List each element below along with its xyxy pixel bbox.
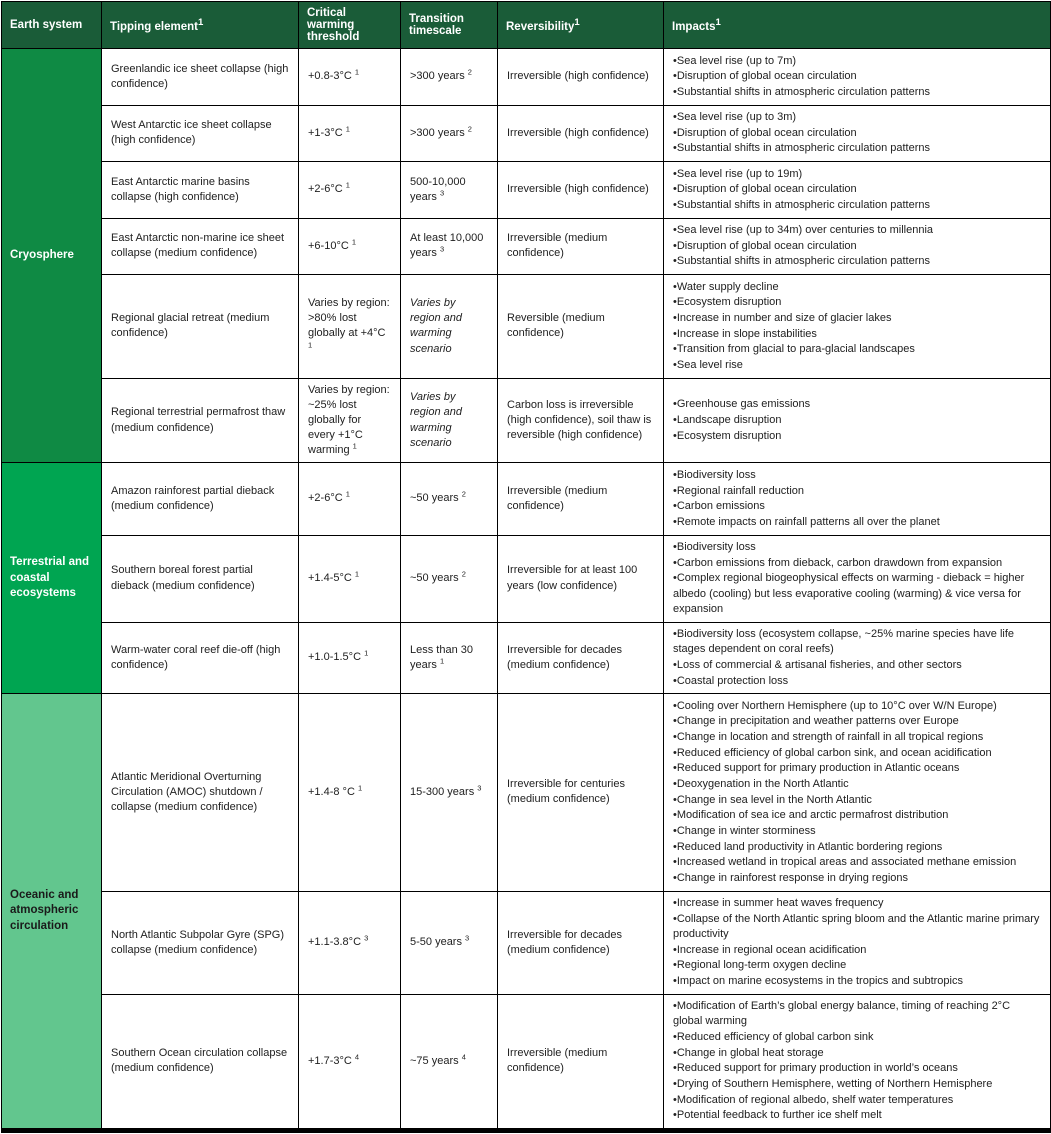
impacts-cell bbox=[664, 535, 1051, 622]
impact-item: • Modification of Earth’s global energy balance, timing of reaching 2°C global warming bbox=[673, 999, 1041, 1029]
table-body bbox=[2, 49, 1051, 1131]
impacts-cell bbox=[664, 162, 1051, 219]
transition-timescale-cell bbox=[401, 994, 498, 1130]
impacts-cell bbox=[664, 994, 1051, 1130]
footnote-marker: 1 bbox=[357, 783, 363, 793]
table-row bbox=[2, 891, 1051, 994]
reversibility-cell: Irreversible (medium confidence) bbox=[498, 994, 664, 1130]
table-header bbox=[2, 2, 1051, 49]
impacts-list bbox=[673, 699, 1041, 887]
footnote-marker: 1 bbox=[345, 489, 350, 499]
impact-item: • Complex regional biogeophysical effects on warming - dieback = higher albedo (cooling) but less evaporative cooling (warming) & vice versa for expansion bbox=[673, 571, 1041, 617]
reversibility-cell: Irreversible (medium confidence) bbox=[498, 218, 664, 275]
impact-item: • Substantial shifts in atmospheric circulation patterns bbox=[673, 141, 1041, 156]
impacts-cell bbox=[664, 49, 1051, 106]
column-header-label: Transition timescale bbox=[409, 13, 464, 37]
impact-item: • Reduced land productivity in Atlantic bordering regions bbox=[673, 840, 1041, 855]
transition-timescale-cell bbox=[401, 275, 498, 379]
column-header-reversibility bbox=[498, 2, 664, 49]
tipping-element-cell: Southern boreal forest partial dieback (medium confidence) bbox=[102, 535, 299, 622]
impact-item: • Biodiversity loss bbox=[673, 540, 1041, 555]
warming-threshold-cell bbox=[299, 891, 401, 994]
table-row bbox=[2, 49, 1051, 106]
impact-item: • Remote impacts on rainfall patterns all over the planet bbox=[673, 515, 1041, 530]
table-row bbox=[2, 275, 1051, 379]
impact-item: • Modification of sea ice and arctic permafrost distribution bbox=[673, 808, 1041, 823]
footnote-marker: 3 bbox=[477, 783, 482, 793]
impacts-cell bbox=[664, 891, 1051, 994]
tipping-element-cell: Atlantic Meridional Overturning Circulation (AMOC) shutdown / collapse (medium confidence) bbox=[102, 694, 299, 892]
impact-item: • Disruption of global ocean circulation bbox=[673, 182, 1041, 197]
impacts-list bbox=[673, 627, 1041, 689]
climate-tipping-points-table bbox=[1, 1, 1050, 1133]
footnote-marker: 1 bbox=[715, 17, 721, 29]
impact-item: • Disruption of global ocean circulation bbox=[673, 126, 1041, 141]
threshold-value: +1.1-3.8°C bbox=[308, 936, 362, 949]
reversibility-cell: Irreversible (medium confidence) bbox=[498, 463, 664, 535]
impact-item: • Biodiversity loss (ecosystem collapse, ~25% marine species have life stages dependent on coral reefs) bbox=[673, 627, 1041, 657]
impact-item: • Change in rainforest response in drying regions bbox=[673, 871, 1041, 886]
impacts-cell bbox=[664, 463, 1051, 535]
reversibility-cell: Irreversible (high confidence) bbox=[498, 162, 664, 219]
impacts-list bbox=[673, 280, 1041, 374]
reversibility-cell: Irreversible for decades (medium confidence) bbox=[498, 622, 664, 694]
reversibility-cell: Reversible (medium confidence) bbox=[498, 275, 664, 379]
impact-item: • Reduced efficiency of global carbon sink, and ocean acidification bbox=[673, 746, 1041, 761]
footnote-marker: 4 bbox=[354, 1052, 360, 1062]
column-header-transition-timescale bbox=[401, 2, 498, 49]
table-row bbox=[2, 463, 1051, 535]
footnote-marker: 1 bbox=[308, 339, 313, 349]
threshold-value: +1.7-3°C bbox=[308, 1054, 352, 1067]
warming-threshold-cell bbox=[299, 105, 401, 162]
footnote-marker: 1 bbox=[354, 569, 360, 579]
impact-item: • Regional long-term oxygen decline bbox=[673, 958, 1041, 973]
earth-system-cell: Terrestrial and coastal ecosystems bbox=[2, 463, 102, 694]
column-header-critical-warming-threshold bbox=[299, 2, 401, 49]
column-header-label: Earth system bbox=[10, 19, 83, 31]
column-header-label: Tipping element bbox=[110, 20, 198, 33]
tipping-element-cell: East Antarctic non-marine ice sheet collapse (medium confidence) bbox=[102, 218, 299, 275]
impact-item: • Landscape disruption bbox=[673, 413, 1041, 428]
column-header-earth-system bbox=[2, 2, 102, 49]
column-header-label: Reversibility bbox=[506, 20, 575, 33]
timescale-value: 500-10,000 years bbox=[410, 175, 466, 203]
tipping-element-cell: West Antarctic ice sheet collapse (high confidence) bbox=[102, 105, 299, 162]
footnote-marker: 2 bbox=[467, 67, 472, 77]
footnote-marker: 1 bbox=[345, 180, 350, 190]
impact-item: • Increase in regional ocean acidification bbox=[673, 943, 1041, 958]
impact-item: • Regional rainfall reduction bbox=[673, 484, 1041, 499]
threshold-value: Varies by region: ~25% lost globally for every +1°C warming bbox=[308, 383, 390, 457]
warming-threshold-cell bbox=[299, 275, 401, 379]
threshold-value: +1.4-5°C bbox=[308, 571, 352, 584]
impact-item: • Increase in summer heat waves frequency bbox=[673, 896, 1041, 911]
impact-item: • Substantial shifts in atmospheric circulation patterns bbox=[673, 254, 1041, 269]
threshold-value: +2-6°C bbox=[308, 492, 343, 505]
tipping-element-cell: Warm-water coral reef die-off (high confidence) bbox=[102, 622, 299, 694]
impacts-list bbox=[673, 468, 1041, 530]
impact-item: • Disruption of global ocean circulation bbox=[673, 239, 1041, 254]
impact-item: • Drying of Southern Hemisphere, wetting of Northern Hemisphere bbox=[673, 1077, 1041, 1092]
impact-item: • Sea level rise bbox=[673, 358, 1041, 373]
timescale-value: >300 years bbox=[410, 126, 465, 139]
timescale-value: Varies by region and warming scenario bbox=[410, 296, 462, 355]
impact-item: • Sea level rise (up to 34m) over centuries to millennia bbox=[673, 223, 1041, 238]
reversibility-cell: Irreversible for decades (medium confidence) bbox=[498, 891, 664, 994]
threshold-value: +1.4-8 °C bbox=[308, 785, 355, 798]
impacts-list bbox=[673, 54, 1041, 101]
transition-timescale-cell bbox=[401, 622, 498, 694]
impact-item: • Increase in slope instabilities bbox=[673, 327, 1041, 342]
tipping-element-cell: East Antarctic marine basins collapse (high confidence) bbox=[102, 162, 299, 219]
impact-item: • Potential feedback to further ice shelf melt bbox=[673, 1108, 1041, 1123]
threshold-value: +1.0-1.5°C bbox=[308, 651, 362, 664]
tipping-element-cell: Amazon rainforest partial dieback (medium confidence) bbox=[102, 463, 299, 535]
column-header-label: Critical warming threshold bbox=[307, 7, 360, 43]
impact-item: • Greenhouse gas emissions bbox=[673, 397, 1041, 412]
timescale-value: At least 10,000 years bbox=[410, 232, 484, 260]
transition-timescale-cell bbox=[401, 162, 498, 219]
threshold-value: +2-6°C bbox=[308, 183, 343, 196]
transition-timescale-cell bbox=[401, 694, 498, 892]
footnote-marker: 1 bbox=[352, 441, 357, 451]
impact-item: • Substantial shifts in atmospheric circulation patterns bbox=[673, 198, 1041, 213]
impact-item: • Ecosystem disruption bbox=[673, 429, 1041, 444]
footnote-marker: 1 bbox=[439, 656, 445, 666]
timescale-value: Less than 30 years bbox=[410, 643, 473, 671]
timescale-value: ~50 years bbox=[410, 571, 459, 584]
impacts-list bbox=[673, 397, 1041, 444]
reversibility-cell: Irreversible for centuries (medium confidence) bbox=[498, 694, 664, 892]
footnote-marker: 1 bbox=[345, 124, 350, 134]
tipping-element-cell: Regional terrestrial permafrost thaw (medium confidence) bbox=[102, 378, 299, 463]
impacts-list bbox=[673, 223, 1041, 270]
impact-item: • Disruption of global ocean circulation bbox=[673, 69, 1041, 84]
column-header-tipping-element bbox=[102, 2, 299, 49]
timescale-value: 5-50 years bbox=[410, 936, 462, 949]
impact-item: • Change in sea level in the North Atlantic bbox=[673, 793, 1041, 808]
warming-threshold-cell bbox=[299, 218, 401, 275]
tipping-element-cell: Greenlandic ice sheet collapse (high confidence) bbox=[102, 49, 299, 106]
impacts-list bbox=[673, 110, 1041, 157]
earth-system-cell: Oceanic and atmospheric circulation bbox=[2, 694, 102, 1131]
timescale-value: >300 years bbox=[410, 70, 465, 83]
earth-system-cell: Cryosphere bbox=[2, 49, 102, 463]
table-row bbox=[2, 162, 1051, 219]
impact-item: • Sea level rise (up to 7m) bbox=[673, 54, 1041, 69]
timescale-value: ~50 years bbox=[410, 492, 459, 505]
footnote-marker: 3 bbox=[465, 933, 470, 943]
impacts-list bbox=[673, 167, 1041, 214]
impact-item: • Sea level rise (up to 19m) bbox=[673, 167, 1041, 182]
reversibility-cell: Irreversible (high confidence) bbox=[498, 49, 664, 106]
timescale-value: ~75 years bbox=[410, 1054, 459, 1067]
impacts-list bbox=[673, 999, 1041, 1123]
transition-timescale-cell bbox=[401, 378, 498, 463]
impact-item: • Sea level rise (up to 3m) bbox=[673, 110, 1041, 125]
impacts-cell bbox=[664, 105, 1051, 162]
impact-item: • Deoxygenation in the North Atlantic bbox=[673, 777, 1041, 792]
warming-threshold-cell bbox=[299, 535, 401, 622]
table-row bbox=[2, 694, 1051, 892]
transition-timescale-cell bbox=[401, 535, 498, 622]
table-row bbox=[2, 994, 1051, 1130]
tipping-element-cell: North Atlantic Subpolar Gyre (SPG) collapse (medium confidence) bbox=[102, 891, 299, 994]
footnote-marker: 2 bbox=[461, 489, 466, 499]
footnote-marker: 4 bbox=[461, 1052, 466, 1062]
table-row bbox=[2, 622, 1051, 694]
impact-item: • Increase in number and size of glacier lakes bbox=[673, 311, 1041, 326]
transition-timescale-cell bbox=[401, 891, 498, 994]
transition-timescale-cell bbox=[401, 218, 498, 275]
reversibility-cell: Irreversible for at least 100 years (low confidence) bbox=[498, 535, 664, 622]
footnote-marker: 2 bbox=[461, 569, 466, 579]
footnote-marker: 1 bbox=[351, 237, 357, 247]
impacts-list bbox=[673, 540, 1041, 617]
impact-item: • Water supply decline bbox=[673, 280, 1041, 295]
impact-item: • Transition from glacial to para-glacial landscapes bbox=[673, 342, 1041, 357]
threshold-value: +1-3°C bbox=[308, 126, 343, 139]
impact-item: • Increased wetland in tropical areas and associated methane emission bbox=[673, 855, 1041, 870]
reversibility-cell: Carbon loss is irreversible (high confidence), soil thaw is reversible (high confidence) bbox=[498, 378, 664, 463]
impacts-cell bbox=[664, 218, 1051, 275]
impact-item: • Change in precipitation and weather patterns over Europe bbox=[673, 714, 1041, 729]
impact-item: • Ecosystem disruption bbox=[673, 295, 1041, 310]
impact-item: • Reduced support for primary production in Atlantic oceans bbox=[673, 761, 1041, 776]
timescale-value: 15-300 years bbox=[410, 785, 475, 798]
column-header-label: Impacts bbox=[672, 20, 716, 33]
impacts-cell bbox=[664, 694, 1051, 892]
impact-item: • Reduced efficiency of global carbon sink bbox=[673, 1030, 1041, 1045]
footnote-marker: 3 bbox=[364, 933, 369, 943]
impacts-cell bbox=[664, 378, 1051, 463]
table-row bbox=[2, 218, 1051, 275]
footnote-marker: 1 bbox=[364, 648, 369, 658]
timescale-value: Varies by region and warming scenario bbox=[410, 391, 462, 449]
reversibility-cell: Irreversible (high confidence) bbox=[498, 105, 664, 162]
warming-threshold-cell bbox=[299, 463, 401, 535]
impact-item: • Collapse of the North Atlantic spring bloom and the Atlantic marine primary productivity bbox=[673, 912, 1041, 942]
threshold-value: +6-10°C bbox=[308, 239, 349, 252]
footnote-marker: 1 bbox=[574, 17, 580, 29]
impact-item: • Loss of commercial & artisanal fisheries, and other sectors bbox=[673, 658, 1041, 673]
impact-item: • Substantial shifts in atmospheric circulation patterns bbox=[673, 85, 1041, 100]
warming-threshold-cell bbox=[299, 49, 401, 106]
threshold-value: Varies by region: >80% lost globally at +4°C bbox=[308, 296, 390, 340]
transition-timescale-cell bbox=[401, 49, 498, 106]
footnote-marker: 2 bbox=[467, 124, 472, 134]
impact-item: • Change in winter storminess bbox=[673, 824, 1041, 839]
transition-timescale-cell bbox=[401, 463, 498, 535]
tipping-element-cell: Southern Ocean circulation collapse (medium confidence) bbox=[102, 994, 299, 1130]
impacts-list bbox=[673, 896, 1041, 989]
impact-item: • Biodiversity loss bbox=[673, 468, 1041, 483]
warming-threshold-cell bbox=[299, 378, 401, 463]
impact-item: • Change in location and strength of rainfall in all tropical regions bbox=[673, 730, 1041, 745]
impact-item: • Carbon emissions bbox=[673, 499, 1041, 514]
footnote-marker: 1 bbox=[354, 67, 360, 77]
threshold-value: +0.8-3°C bbox=[308, 70, 352, 83]
header-row bbox=[2, 2, 1051, 49]
warming-threshold-cell bbox=[299, 694, 401, 892]
impact-item: • Impact on marine ecosystems in the tropics and subtropics bbox=[673, 974, 1041, 989]
impacts-cell bbox=[664, 622, 1051, 694]
warming-threshold-cell bbox=[299, 162, 401, 219]
impacts-cell bbox=[664, 275, 1051, 379]
tipping-element-cell: Regional glacial retreat (medium confidence) bbox=[102, 275, 299, 379]
impact-item: • Cooling over Northern Hemisphere (up to 10°C over W/N Europe) bbox=[673, 699, 1041, 714]
impact-item: • Carbon emissions from dieback, carbon drawdown from expansion bbox=[673, 556, 1041, 571]
warming-threshold-cell bbox=[299, 994, 401, 1130]
table-row bbox=[2, 378, 1051, 463]
table-row bbox=[2, 105, 1051, 162]
table-row bbox=[2, 535, 1051, 622]
impact-item: • Modification of regional albedo, shelf water temperatures bbox=[673, 1093, 1041, 1108]
column-header-impacts bbox=[664, 2, 1051, 49]
impact-item: • Change in global heat storage bbox=[673, 1046, 1041, 1061]
footnote-marker: 3 bbox=[439, 244, 445, 254]
footnote-marker: 1 bbox=[197, 17, 204, 29]
warming-threshold-cell bbox=[299, 622, 401, 694]
impact-item: • Coastal protection loss bbox=[673, 674, 1041, 689]
tipping-elements-table bbox=[1, 1, 1051, 1133]
transition-timescale-cell bbox=[401, 105, 498, 162]
footnote-marker: 3 bbox=[439, 188, 445, 198]
impact-item: • Reduced support for primary production in world’s oceans bbox=[673, 1061, 1041, 1076]
